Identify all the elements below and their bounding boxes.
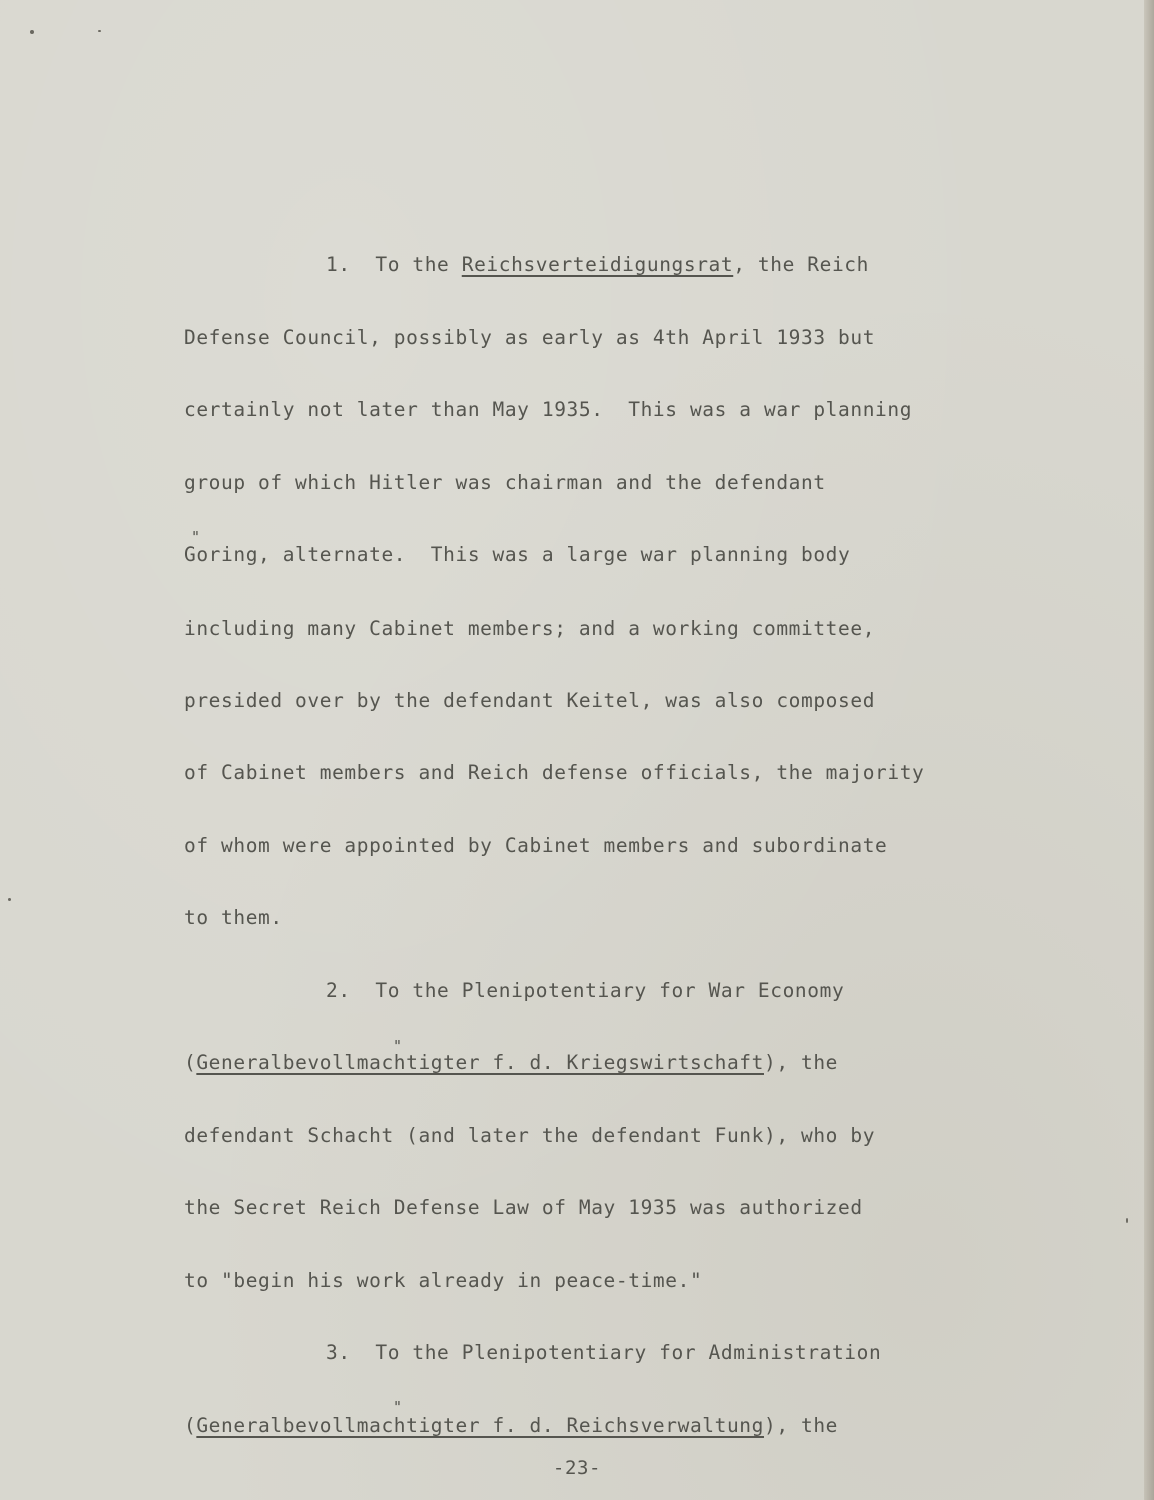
text-run: Goring, alternate. This was a large war planning body [184, 543, 851, 566]
paper-speck [8, 898, 11, 901]
text-run: presided over by the defendant Keitel, was also composed [184, 689, 876, 712]
text-line [184, 761, 924, 785]
text-line [326, 253, 869, 277]
text-line [184, 1051, 838, 1075]
paper-speck [98, 30, 101, 32]
text-line [184, 1269, 702, 1293]
text-line [184, 398, 912, 422]
text-run: 2. To the Plenipotentiary for War Economy [326, 979, 845, 1002]
text-run: to "begin his work already in peace-time." [184, 1269, 703, 1292]
text-line [184, 543, 850, 567]
text-run: ( [184, 1414, 197, 1437]
text-run: including many Cabinet members; and a working committee, [184, 617, 876, 640]
text-run: certainly not later than May 1935. This was a war planning [184, 398, 913, 421]
text-run: Defense Council, possibly as early as 4th April 1933 but [184, 326, 876, 349]
text-run: the Secret Reich Defense Law of May 1935 was authorized [184, 1196, 863, 1219]
text-run: 3. To the Plenipotentiary for Administration [326, 1341, 882, 1364]
text-line [184, 1196, 863, 1220]
text-line [326, 1341, 881, 1365]
text-line [184, 471, 826, 495]
text-run: ), the [763, 1414, 839, 1437]
page-number: -23- [552, 1457, 602, 1479]
text-run: 1. To the [326, 253, 462, 276]
text-line [184, 834, 887, 858]
text-line [184, 326, 875, 350]
umlaut-mark-reichsverwaltung: " [393, 1398, 403, 1416]
paper-speck [1126, 1218, 1128, 1223]
paper-speck [30, 30, 34, 34]
text-run: , the Reich [733, 253, 869, 276]
text-line [184, 1124, 875, 1148]
umlaut-mark-goring: " [191, 528, 201, 546]
underlined-term: Reichsverteidigungsrat [461, 253, 734, 276]
text-line [184, 1414, 838, 1438]
page-edge-shadow [1144, 0, 1154, 1500]
text-run: to them. [184, 906, 283, 929]
underlined-term: Generalbevollmachtigter f. d. Reichsverwaltung [196, 1414, 764, 1437]
text-line [184, 617, 875, 641]
text-run: of whom were appointed by Cabinet members and subordinate [184, 834, 888, 857]
text-run: ( [184, 1051, 197, 1074]
umlaut-mark-kriegswirtschaft: " [393, 1037, 403, 1055]
underlined-term: Generalbevollmachtigter f. d. Kriegswirtschaft [196, 1051, 764, 1074]
text-run: group of which Hitler was chairman and the defendant [184, 471, 826, 494]
text-line [184, 689, 875, 713]
text-run: of Cabinet members and Reich defense officials, the majority [184, 761, 925, 784]
text-line [184, 906, 283, 930]
text-run: ), the [763, 1051, 839, 1074]
text-run: defendant Schacht (and later the defendant Funk), who by [184, 1124, 876, 1147]
text-line [326, 979, 844, 1003]
